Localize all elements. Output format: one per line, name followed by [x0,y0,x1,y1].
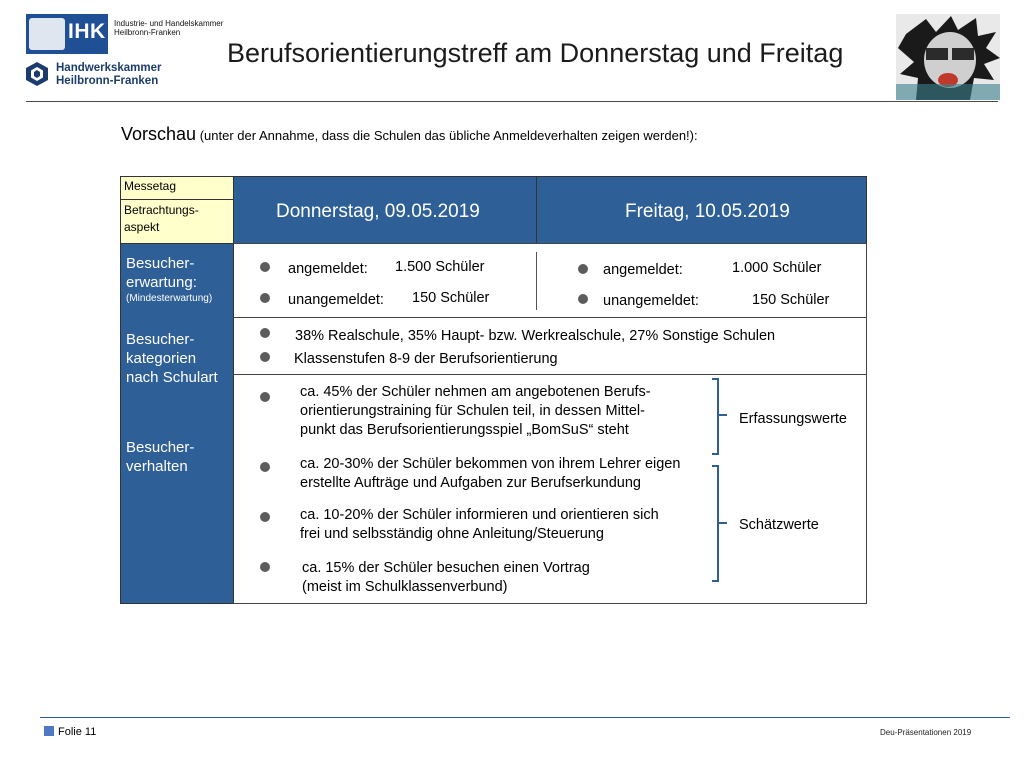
slide-number: Folie 11 [58,726,97,738]
d1-registered-label: angemeldet: [288,261,368,277]
corner-cell-aspect [120,199,234,244]
d2-unregistered-label: unangemeldet: [603,293,699,309]
behaviour-1-line3: punkt das Berufsorientierungsspiel „BomSuS“ steht [300,422,629,438]
ihk-name-line2: Heilbronn-Franken [114,28,181,37]
row-cat-line1: Besucher- [126,331,195,348]
hwk-name [56,62,161,88]
d1-unregistered-value: 150 Schüler [412,290,490,306]
hwk-logo-icon [26,62,48,86]
row-label-behaviour [126,438,194,476]
ihk-name [114,19,223,37]
bullet-icon [578,294,588,304]
footer-source: Deu-Präsentationen 2019 [880,728,972,737]
ihk-logo-text: IHK [68,20,106,43]
day2-label: Freitag, 10.05.2019 [625,201,790,222]
behaviour-1-line2: orientierungstraining für Schulen teil, in dessen Mittel- [300,403,645,419]
behaviour-item-3 [300,506,659,544]
comic-face-image [896,14,1000,100]
d1-registered-value: 1.500 Schüler [395,259,485,275]
bracket-estimated-label: Schätzwerte [739,517,819,533]
bullet-icon [260,462,270,472]
behaviour-item-2 [300,455,680,493]
corner-top-text: Messetag [124,179,177,193]
category-grade-levels: Klassenstufen 8-9 der Berufsorientierung [294,351,558,367]
row-behav-line1: Besucher- [126,439,195,456]
corner-bottom-line1: Betrachtungs- [124,203,199,217]
category-school-split: 38% Realschule, 35% Haupt- bzw. Werkrealschule, 27% Sonstige Schulen [295,328,776,344]
preview-line [121,124,698,145]
behaviour-3-line1: ca. 10-20% der Schüler informieren und orientieren sich [300,507,659,523]
corner-bottom-line2: aspekt [124,220,160,234]
footer-square-icon [44,726,54,736]
behaviour-2-line1: ca. 20-30% der Schüler bekommen von ihrem Lehrer eigen [300,456,681,472]
bullet-icon [260,293,270,303]
behaviour-4-line2: (meist im Schulklassenverbund) [302,579,508,595]
header-divider [26,101,998,102]
bullet-icon [260,392,270,402]
bullet-icon [578,264,588,274]
row-label-expectation [126,254,212,305]
behaviour-4-line1: ca. 15% der Schüler besuchen einen Vortrag [302,560,590,576]
bullet-icon [260,352,270,362]
footer-divider [40,717,1010,718]
ihk-name-line1: Industrie- und Handelskammer [114,19,224,28]
corner-cell-day [120,176,234,200]
hwk-name-line2: Heilbronn-Franken [56,75,159,87]
day-column-divider [536,252,537,310]
behaviour-item-4 [302,559,590,597]
row-cat-line3: nach Schulart [126,369,218,386]
row-expect-note: (Mindesterwartung) [126,293,213,304]
behaviour-2-line2: erstellte Aufträge und Aufgaben zur Berufserkundung [300,475,641,491]
preview-label: Vorschau [121,124,197,144]
bullet-icon [260,562,270,572]
bracket-recorded-tick [719,414,727,416]
row-expect-line2: erwartung: [126,274,197,291]
day1-header [233,176,537,244]
bracket-recorded [712,378,719,455]
preview-note: (unter der Annahme, dass die Schulen das übliche Anmeldeverhalten zeigen werden!): [199,128,698,143]
d2-unregistered-value: 150 Schüler [752,292,830,308]
bracket-recorded-label: Erfassungswerte [739,411,847,427]
d2-registered-label: angemeldet: [603,262,683,278]
ihk-logo [26,14,108,54]
row-divider-2 [233,374,867,375]
behaviour-3-line2: frei und selbsständig ohne Anleitung/Steuerung [300,526,604,542]
behaviour-1-line1: ca. 45% der Schüler nehmen am angebotenen Berufs- [300,384,651,400]
day1-label: Donnerstag, 09.05.2019 [276,201,480,222]
page-title: Berufsorientierungstreff am Donnerstag und Freitag [227,38,844,68]
row-behav-line2: verhalten [126,458,188,475]
bracket-estimated-tick [719,522,727,524]
d1-unregistered-label: unangemeldet: [288,292,384,308]
row-divider-1 [233,317,867,318]
row-expect-line1: Besucher- [126,255,195,272]
behaviour-item-1 [300,383,651,440]
bullet-icon [260,328,270,338]
bracket-estimated [712,465,719,582]
d2-registered-value: 1.000 Schüler [732,260,822,276]
day2-header [536,176,867,244]
row-label-categories [126,330,218,387]
map-icon [29,18,65,50]
row-cat-line2: kategorien [126,350,197,367]
bullet-icon [260,512,270,522]
hwk-name-line1: Handwerkskammer [56,62,162,74]
bullet-icon [260,262,270,272]
